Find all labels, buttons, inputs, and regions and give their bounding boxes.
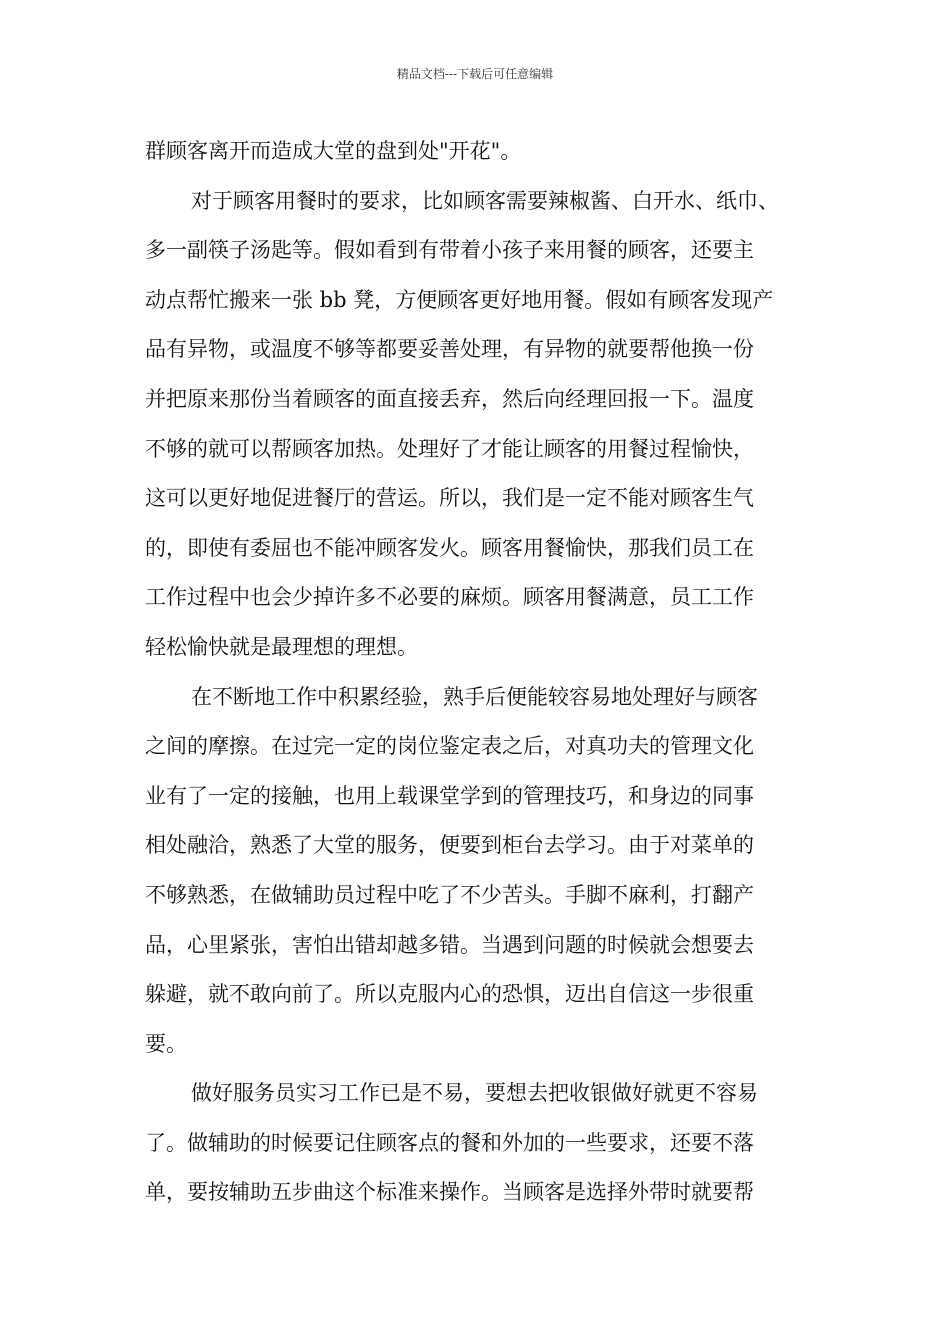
paragraph-first-line: 对于顾客用餐时的要求，比如顾客需要辣椒酱、白开水、纸巾、 [191, 188, 779, 213]
text-line: 了。做辅助的时候要记住顾客点的餐和外加的一些要求，还要不落 [145, 1130, 754, 1155]
text-line: 多一副筷子汤匙等。假如看到有带着小孩子来用餐的顾客，还要主 [145, 238, 754, 263]
text-line: 的，即使有委屈也不能冲顾客发火。顾客用餐愉快，那我们员工在 [145, 535, 754, 560]
text-line: 相处融洽，熟悉了大堂的服务，便要到柜台去学习。由于对菜单的 [145, 833, 754, 858]
text-line: 动点帮忙搬来一张 bb 凳，方便顾客更好地用餐。假如有顾客发现产 [145, 287, 774, 312]
text-line: 群顾客离开而造成大堂的盘到处"开花"。 [145, 139, 522, 163]
text-line: 躲避，就不敢向前了。所以克服内心的恐惧，迈出自信这一步很重 [145, 982, 754, 1007]
text-line: 品，心里紧张，害怕出错却越多错。当遇到问题的时候就会想要去 [145, 932, 754, 957]
text-line: 不够熟悉，在做辅助员过程中吃了不少苦头。手脚不麻利，打翻产 [145, 882, 754, 907]
text-line: 单，要按辅助五步曲这个标准来操作。当顾客是选择外带时就要帮 [145, 1180, 754, 1205]
text-line: 并把原来那份当着顾客的面直接丢弃，然后向经理回报一下。温度 [145, 386, 754, 411]
paragraph-first-line: 做好服务员实习工作已是不易，要想去把收银做好就更不容易 [191, 1081, 758, 1106]
text-line: 轻松愉快就是最理想的理想。 [145, 634, 418, 659]
text-line: 品有异物，或温度不够等都要妥善处理，有异物的就要帮他换一份 [145, 337, 754, 362]
text-line: 之间的摩擦。在过完一定的岗位鉴定表之后，对真功夫的管理文化 [145, 734, 754, 759]
text-line: 工作过程中也会少掉许多不必要的麻烦。顾客用餐满意，员工工作 [145, 585, 754, 610]
paragraph-first-line: 在不断地工作中积累经验，熟手后便能较容易地处理好与顾客 [191, 684, 758, 709]
text-line: 不够的就可以帮顾客加热。处理好了才能让顾客的用餐过程愉快， [145, 436, 754, 461]
document-body [145, 127, 805, 1218]
text-line: 要。 [145, 1031, 187, 1056]
text-line: 这可以更好地促进餐厅的营运。所以，我们是一定不能对顾客生气 [145, 486, 754, 511]
text-line: 业有了一定的接触，也用上载课堂学到的管理技巧，和身边的同事 [145, 783, 754, 808]
page-header: 精品文档---下载后可任意编辑 [396, 67, 554, 81]
